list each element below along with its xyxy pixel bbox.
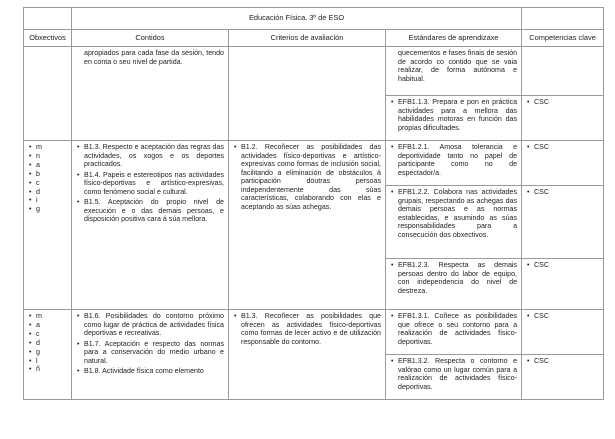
- criterio-item: • B1.3. Recoñecer as posibilidades que ofrecen as actividades físico-deportivas como formas de lecer activo e de utilización responsable do contorno.: [233, 312, 381, 346]
- obxectivo-item: • c: [28, 330, 67, 339]
- contidos-cell: [72, 310, 229, 400]
- table-row: [24, 141, 604, 186]
- col-header-obxectivos: Obxectivos: [24, 30, 72, 47]
- obxectivo-item: • m: [28, 312, 67, 321]
- competencias-cell: [522, 259, 604, 310]
- criterios-cell: [229, 47, 386, 141]
- contido-item: • B1.3. Respecto e aceptación das regras das actividades, os xogos e os deportes practicados.: [76, 143, 224, 169]
- criterios-cell: [229, 141, 386, 310]
- obxectivos-cell: [24, 47, 72, 141]
- estandar-cell: [386, 96, 522, 141]
- estandar-cell: [386, 310, 522, 355]
- obxectivos-cell: [24, 310, 72, 400]
- estandar-cell: [386, 141, 522, 186]
- obxectivo-item: • g: [28, 205, 67, 214]
- competencia-item: • CSC: [526, 312, 599, 321]
- competencias-cell: [522, 141, 604, 186]
- obxectivo-item: • a: [28, 321, 67, 330]
- col-header-competencias: Competencias clave: [522, 30, 604, 47]
- competencias-cell: [522, 310, 604, 355]
- contido-item: • B1.5. Aceptación do propio nivel de execución e o das demais persoas, e disposición positiva cara á súa mellora.: [76, 198, 224, 224]
- contidos-cell: [72, 141, 229, 310]
- competencia-item: • CSC: [526, 261, 599, 270]
- criterios-cell: [229, 310, 386, 400]
- competencia-item: • CSC: [526, 143, 599, 152]
- contidos-cell: [72, 47, 229, 141]
- competencias-cell: [522, 186, 604, 259]
- estandar-item: • EFB1.2.2. Colabora nas actividades grupais, respectando as achegas das demais persoas e as normas establecidas, e asumindo as súas responsabilidades para a consecución dos obxectivos.: [390, 188, 517, 239]
- obxectivo-item: • g: [28, 348, 67, 357]
- obxectivo-item: • i: [28, 196, 67, 205]
- estandar-cell: [386, 355, 522, 400]
- estandar-item: • EFB1.2.3. Respecta as demais persoas dentro do labor de equipo, con independencia do nivel de destreza.: [390, 261, 517, 295]
- obxectivo-item: • m: [28, 143, 67, 152]
- contido-item: • B1.4. Papeis e estereotipos nas actividades físico-deportivas e artístico-expresivas, como fenómeno social e cultural.: [76, 171, 224, 197]
- competencias-cell: [522, 96, 604, 141]
- estandar-cell: [386, 259, 522, 310]
- contido-item: • B1.6. Posibilidades do contorno próximo como lugar de práctica de actividades física deportivas e recreativas.: [76, 312, 224, 338]
- competencia-item: • CSC: [526, 98, 599, 107]
- competencias-cell: [522, 355, 604, 400]
- col-header-estandares: Estándares de aprendizaxe: [386, 30, 522, 47]
- estandar-item: • EFB1.1.3. Prepara e pon en práctica actividades para a mellora das habilidades motoras en función das propias dificultades.: [390, 98, 517, 132]
- estandar-item: • EFB1.3.2. Respecta o contorno e valórao como un lugar común para a realización de actividades físico-deportivas.: [390, 357, 517, 391]
- obxectivos-cell: [24, 141, 72, 310]
- estandar-item: • EFB1.2.1. Amosa tolerancia e deportividade tanto no papel de participante como no de espectador/a.: [390, 143, 517, 177]
- competencia-item: • CSC: [526, 188, 599, 197]
- contido-item: • B1.8. Actividade física como elemento: [76, 367, 224, 376]
- competencia-item: • CSC: [526, 357, 599, 366]
- table-row: [24, 47, 604, 96]
- estandar-item: • EFB1.3.1. Coñece as posibilidades que ofrece o seu contorno para a realización de actividades físico-deportivas.: [390, 312, 517, 346]
- obxectivo-item: • d: [28, 188, 67, 197]
- obxectivo-item: • n: [28, 152, 67, 161]
- contido-item: • B1.7. Aceptación e respecto das normas para a conservación do medio urbano e natural.: [76, 340, 224, 366]
- estandar-cell: [386, 47, 522, 96]
- obxectivo-item: • l: [28, 357, 67, 366]
- contidos-continuation-text: apropiados para cada fase da sesión, tendo en conta o seu nivel de partida.: [84, 49, 224, 66]
- obxectivo-item: • ñ: [28, 365, 67, 374]
- competencias-cell: [522, 47, 604, 96]
- criterio-item: • B1.2. Recoñecer as posibilidades das actividades físico-deportivas e artístico-expresivas como formas de inclusión social, facilitando a eliminación de obstáculos á participación doutras persoas independentemente das súas características, colaborando con elas e aceptando as súas achegas.: [233, 143, 381, 211]
- estandar-continuation-text: quecementos e fases finais de sesión de acordo co contido que se vaia realizar, de forma autónoma e habitual.: [398, 49, 518, 83]
- header-blank-cell: [522, 8, 604, 30]
- table-row: [24, 310, 604, 355]
- curriculum-table-sheet: [23, 7, 603, 400]
- col-header-contidos: Contidos: [72, 30, 229, 47]
- estandar-cell: [386, 186, 522, 259]
- obxectivo-item: • b: [28, 170, 67, 179]
- col-header-criterios: Criterios de avaliación: [229, 30, 386, 47]
- header-blank-cell: [24, 8, 72, 30]
- obxectivo-item: • d: [28, 339, 67, 348]
- obxectivo-item: • a: [28, 161, 67, 170]
- obxectivo-item: • c: [28, 179, 67, 188]
- curriculum-table: [23, 7, 604, 400]
- table-title: Educación Física. 3º de ESO: [72, 8, 522, 30]
